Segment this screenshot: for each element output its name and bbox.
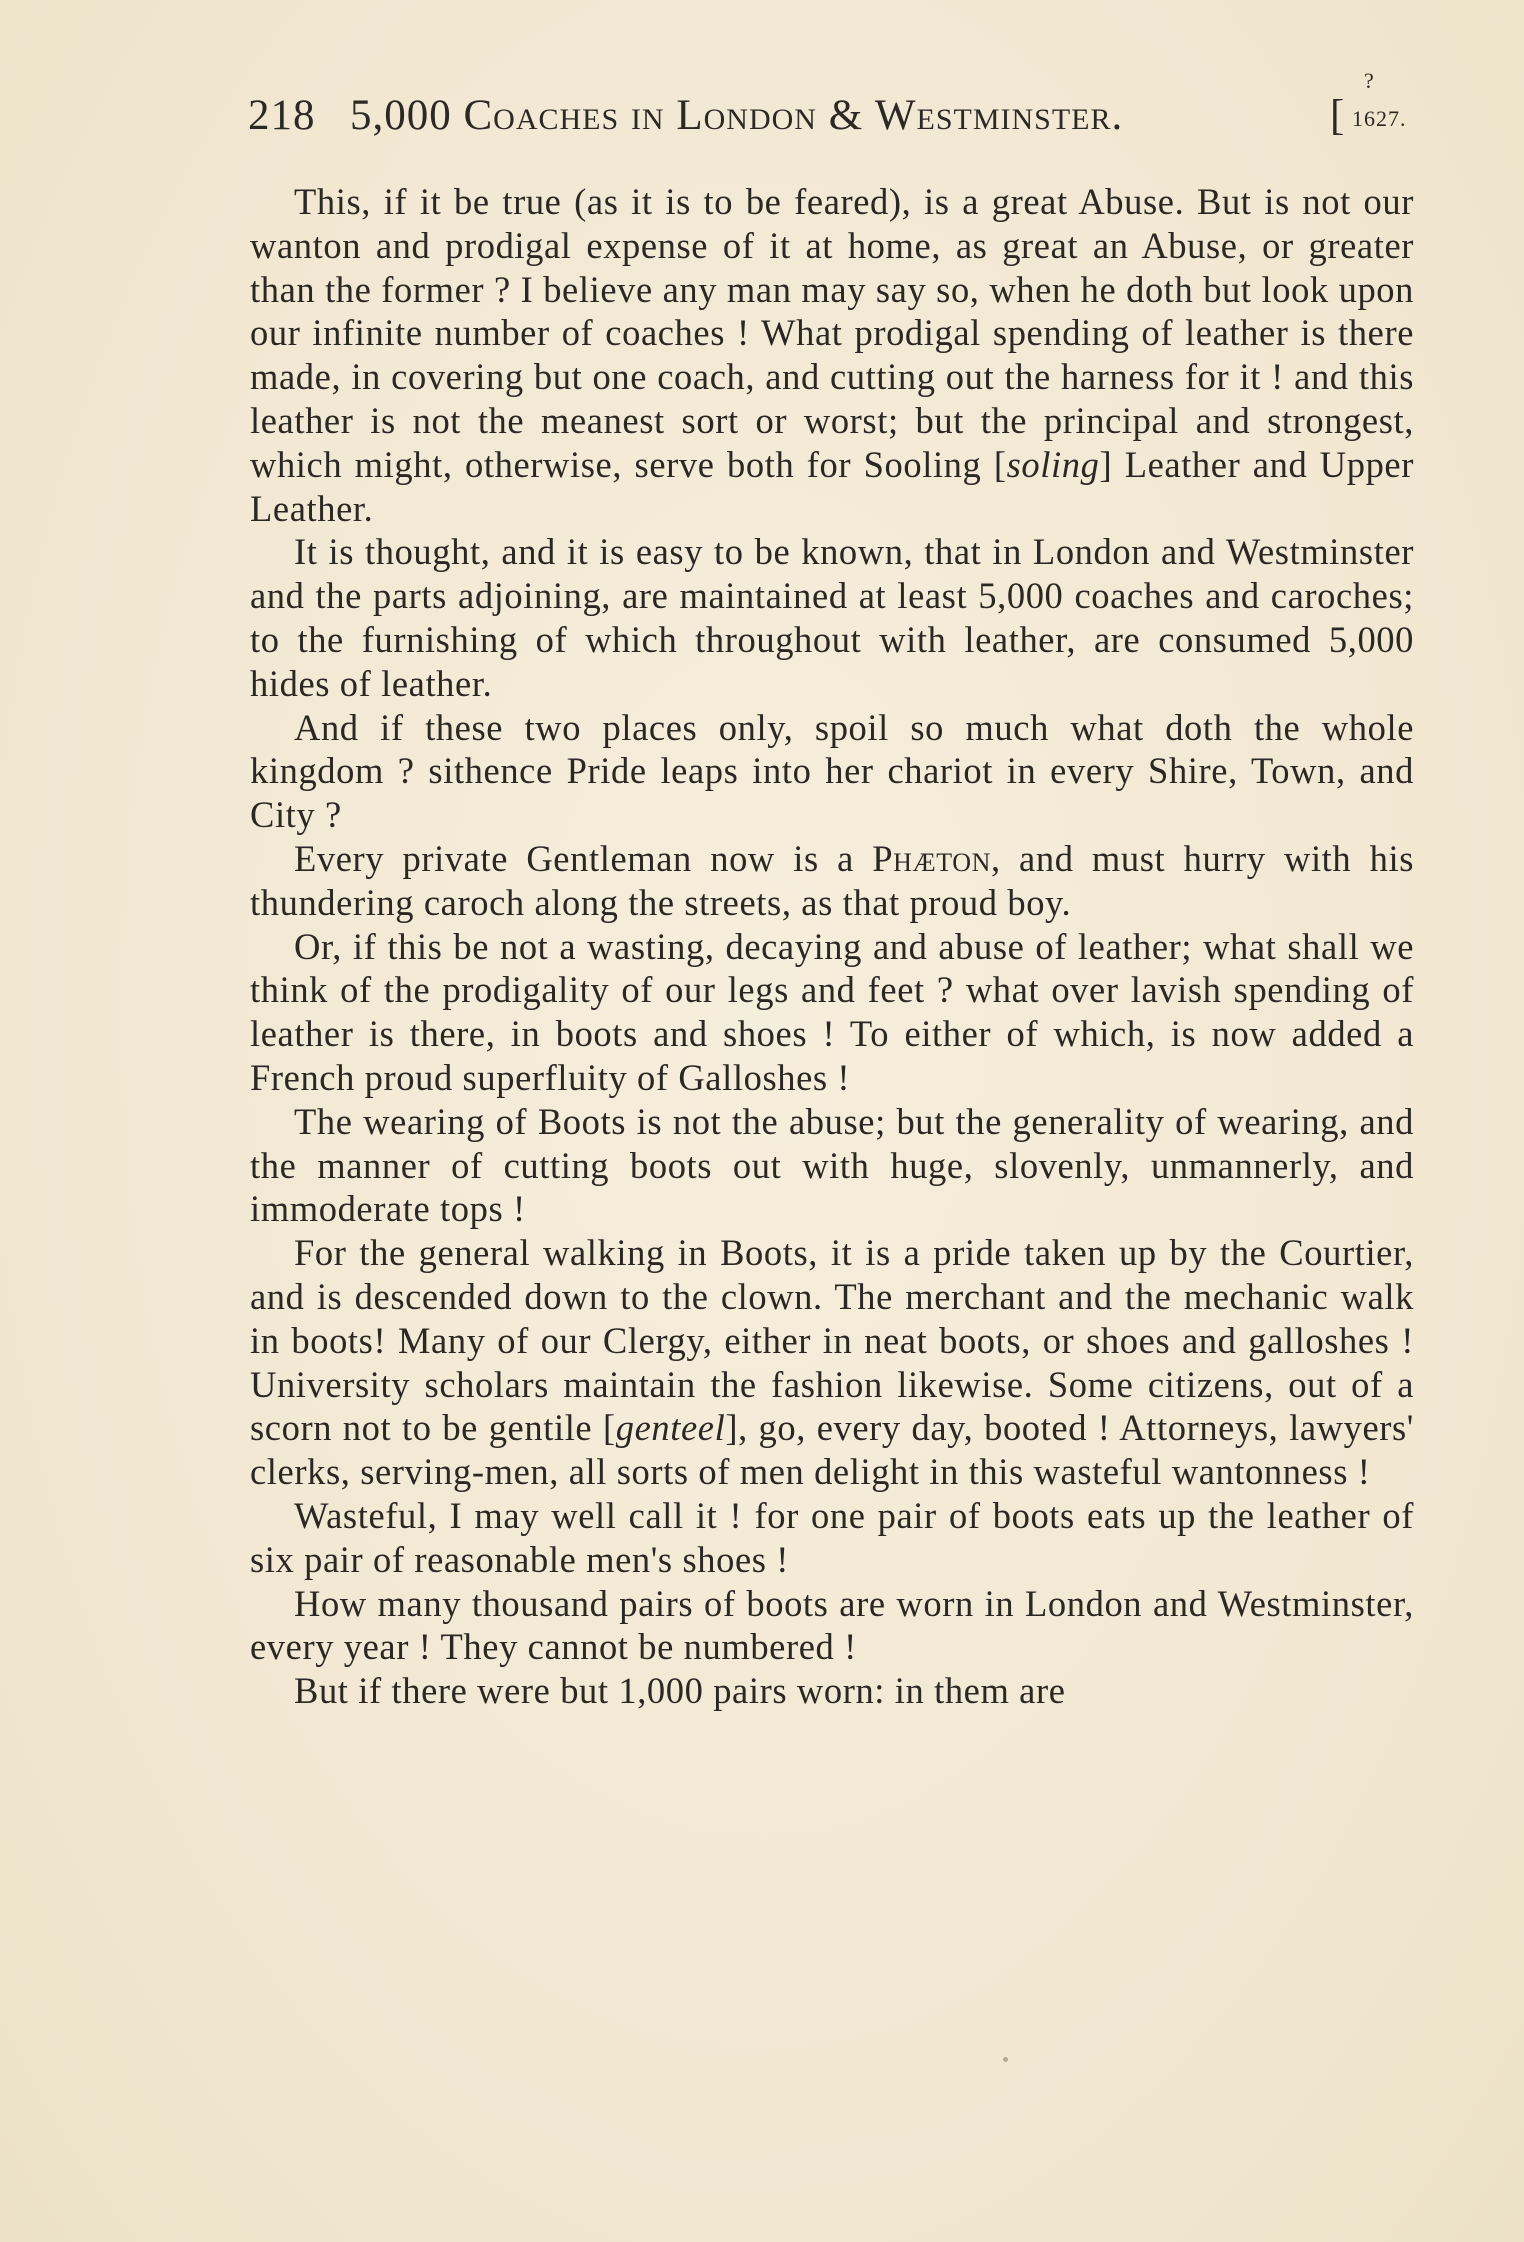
paragraph-1-end: ] Leather and Upper Leather.	[250, 443, 1414, 529]
paragraph-7-italic: genteel	[615, 1407, 726, 1449]
year-bracket	[1330, 68, 1407, 146]
paragraph-10: But if there were but 1,000 pairs worn: in them are	[294, 1670, 1066, 1712]
title-westminster: Westminster.	[874, 92, 1124, 139]
paragraph-2: It is thought, and it is easy to be known, that in London and Westminster and the parts adjoining, are maintained at least 5,000 coaches and caroches; to the furnishing of which throughout with leather, are consumed 5,000 hides of leather.	[250, 531, 1414, 704]
paragraph-1-italic: soling	[1006, 443, 1100, 485]
paragraph-1	[250, 180, 1414, 530]
paragraph-7	[250, 1231, 1414, 1494]
page-number: 218	[248, 92, 316, 139]
paragraph-9: How many thousand pairs of boots are worn in London and Westminster, every year ! They cannot be numbered !	[250, 1582, 1414, 1668]
paragraph-7-text: For the general walking in Boots, it is a pride taken up by the Courtier, and is descended down to the clown. The merchant and the mechanic walk in boots! Many of our Clergy, either in neat boots, or shoes and galloshes ! University scholars maintain the fashion likewise. Some citizens, out of a scorn not to be gentile [	[250, 1232, 1414, 1449]
paragraph-5: Or, if this be not a wasting, decaying and abuse of leather; what shall we think of the prodigality of our legs and feet ? what over lavish spending of leather is there, in boots and shoes ! To either of which, is now added a French proud superfluity of Galloshes !	[250, 925, 1414, 1098]
running-header	[248, 68, 1428, 146]
title-coaches: Coaches in London	[463, 92, 817, 139]
title-ampersand: &	[816, 92, 875, 139]
paragraph-4-end: , and must hurry with his thundering caroch along the streets, as that proud boy.	[250, 837, 1414, 923]
paragraph-7-end: ], go, every day, booted ! Attorneys, lawyers' clerks, serving-men, all sorts of men delight in this wasteful wantonness !	[250, 1407, 1414, 1493]
paragraph-4	[250, 837, 1414, 925]
paragraph-6: The wearing of Boots is not the abuse; but the generality of wearing, and the manner of cutting boots out with huge, slovenly, unmannerly, and immoderate tops !	[250, 1100, 1414, 1230]
paragraph-3: And if these two places only, spoil so much what doth the whole kingdom ? sithence Pride leaps into her chariot in every Shire, Town, and City ?	[250, 706, 1414, 836]
bracket-glyph: [	[1330, 92, 1346, 139]
title-count: 5,000	[350, 92, 464, 139]
year-label: 1627.	[1352, 106, 1407, 131]
paragraph-4-smallcaps: Phæton	[872, 837, 991, 879]
paragraph-4-text: Every private Gentleman now is a	[294, 837, 873, 879]
body-text	[250, 180, 1414, 1713]
paragraph-8: Wasteful, I may well call it ! for one pair of boots eats up the leather of six pair of reasonable men's shoes !	[250, 1494, 1414, 1580]
year-query: ?	[1364, 68, 1375, 93]
running-title	[350, 86, 1123, 146]
paper-speck	[1003, 2057, 1008, 2062]
paragraph-1-text: This, if it be true (as it is to be feared), is a great Abuse. But is not our wanton and prodigal expense of it at home, as great an Abuse, or greater than the former ? I believe any man may say so, when he doth but look upon our infinite number of coaches ! What prodigal spending of leather is there made, in covering but one coach, and cutting out the harness for it ! and this leather is not the meanest sort or worst; but the principal and strongest, which might, otherwise, serve both for Sooling [	[250, 181, 1414, 485]
